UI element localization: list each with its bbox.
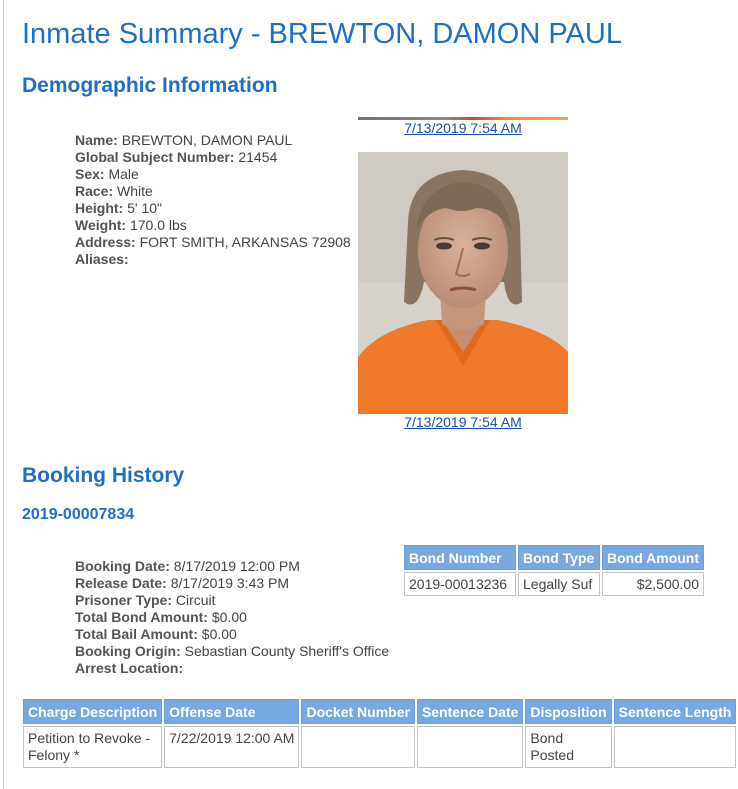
demographic-heading: Demographic Information xyxy=(22,74,278,97)
charges-table xyxy=(21,697,738,770)
field-label: Total Bond Amount: xyxy=(75,609,208,625)
table-row xyxy=(23,726,736,768)
charges-table-header xyxy=(23,699,736,724)
field-value: Male xyxy=(108,166,139,182)
field-label: Aliases: xyxy=(75,251,129,267)
field-label: Address: xyxy=(75,234,136,250)
address-row xyxy=(75,234,351,251)
field-label: Total Bail Amount: xyxy=(75,626,198,642)
sentence-length-cell xyxy=(614,726,737,768)
bond-type-cell: Legally Suf xyxy=(518,572,600,596)
height-row xyxy=(75,200,351,217)
field-label: Prisoner Type: xyxy=(75,592,172,608)
arrest-location-row xyxy=(75,660,389,677)
bond-number-cell: 2019-00013236 xyxy=(404,572,516,596)
disposition-line: Bond xyxy=(530,730,564,746)
release-date-row xyxy=(75,575,389,592)
bond-amount-cell: $2,500.00 xyxy=(602,572,704,596)
photo-date-link[interactable]: 7/13/2019 7:54 AM xyxy=(404,414,522,430)
field-label: Name: xyxy=(75,132,118,148)
booking-origin-row xyxy=(75,643,389,660)
sentence-date-cell xyxy=(417,726,523,768)
field-value: $0.00 xyxy=(211,609,247,625)
disposition-line: Posted xyxy=(530,747,575,763)
field-value: 170.0 lbs xyxy=(129,217,187,233)
field-label: Booking Date: xyxy=(75,558,170,574)
field-value: FORT SMITH, ARKANSAS 72908 xyxy=(139,234,351,250)
column-header-disposition[interactable]: Disposition xyxy=(525,699,611,724)
total-bond-amount-row xyxy=(75,609,389,626)
name-row xyxy=(75,132,351,149)
global-subject-number-row xyxy=(75,149,351,166)
charge-description-cell xyxy=(23,726,162,768)
field-label: Height: xyxy=(75,200,124,216)
booking-number: 2019-00007834 xyxy=(22,506,135,523)
column-header-docket-number[interactable]: Docket Number xyxy=(301,699,414,724)
booking-info xyxy=(75,558,389,677)
column-header-bond-type[interactable]: Bond Type xyxy=(518,545,600,570)
field-label: Arrest Location: xyxy=(75,660,184,676)
field-label: Release Date: xyxy=(75,575,167,591)
field-value: BREWTON, DAMON PAUL xyxy=(121,132,293,148)
offense-date-cell: 7/22/2019 12:00 AM xyxy=(164,726,299,768)
charge-description-line: Felony * xyxy=(28,747,80,763)
field-value: 8/17/2019 12:00 PM xyxy=(173,558,300,574)
docket-number-cell xyxy=(301,726,414,768)
bond-table-header xyxy=(404,545,704,570)
page-left-border xyxy=(3,0,4,789)
race-row xyxy=(75,183,351,200)
disposition-cell xyxy=(525,726,611,768)
field-value: Circuit xyxy=(175,592,216,608)
field-value: 5' 10" xyxy=(127,200,162,216)
table-row xyxy=(404,572,704,596)
sex-row xyxy=(75,166,351,183)
field-value: White xyxy=(117,183,153,199)
weight-row xyxy=(75,217,351,234)
booking-history-heading: Booking History xyxy=(22,464,185,487)
field-label: Sex: xyxy=(75,166,105,182)
field-label: Global Subject Number: xyxy=(75,149,235,165)
mugshot-photo[interactable] xyxy=(358,152,568,414)
column-header-charge-description[interactable]: Charge Description xyxy=(23,699,162,724)
column-header-bond-number[interactable]: Bond Number xyxy=(404,545,516,570)
prisoner-type-row xyxy=(75,592,389,609)
field-value: Sebastian County Sheriff's Office xyxy=(184,643,390,659)
page-title: Inmate Summary - BREWTON, DAMON PAUL xyxy=(22,18,622,50)
total-bail-amount-row xyxy=(75,626,389,643)
column-header-offense-date[interactable]: Offense Date xyxy=(164,699,299,724)
mugshot-image xyxy=(358,152,568,414)
field-label: Race: xyxy=(75,183,114,199)
field-value: 21454 xyxy=(238,149,278,165)
charge-description-line: Petition to Revoke - xyxy=(28,730,151,746)
field-label: Booking Origin: xyxy=(75,643,181,659)
bond-table xyxy=(402,543,706,598)
column-header-sentence-length[interactable]: Sentence Length xyxy=(614,699,737,724)
field-value: 8/17/2019 3:43 PM xyxy=(170,575,290,591)
field-label: Weight: xyxy=(75,217,127,233)
photo-date-link[interactable]: 7/13/2019 7:54 AM xyxy=(404,120,522,136)
field-value: $0.00 xyxy=(201,626,237,642)
aliases-row xyxy=(75,251,351,268)
column-header-sentence-date[interactable]: Sentence Date xyxy=(417,699,523,724)
column-header-bond-amount[interactable]: Bond Amount xyxy=(602,545,704,570)
booking-date-row xyxy=(75,558,389,575)
demographic-info xyxy=(75,132,351,268)
